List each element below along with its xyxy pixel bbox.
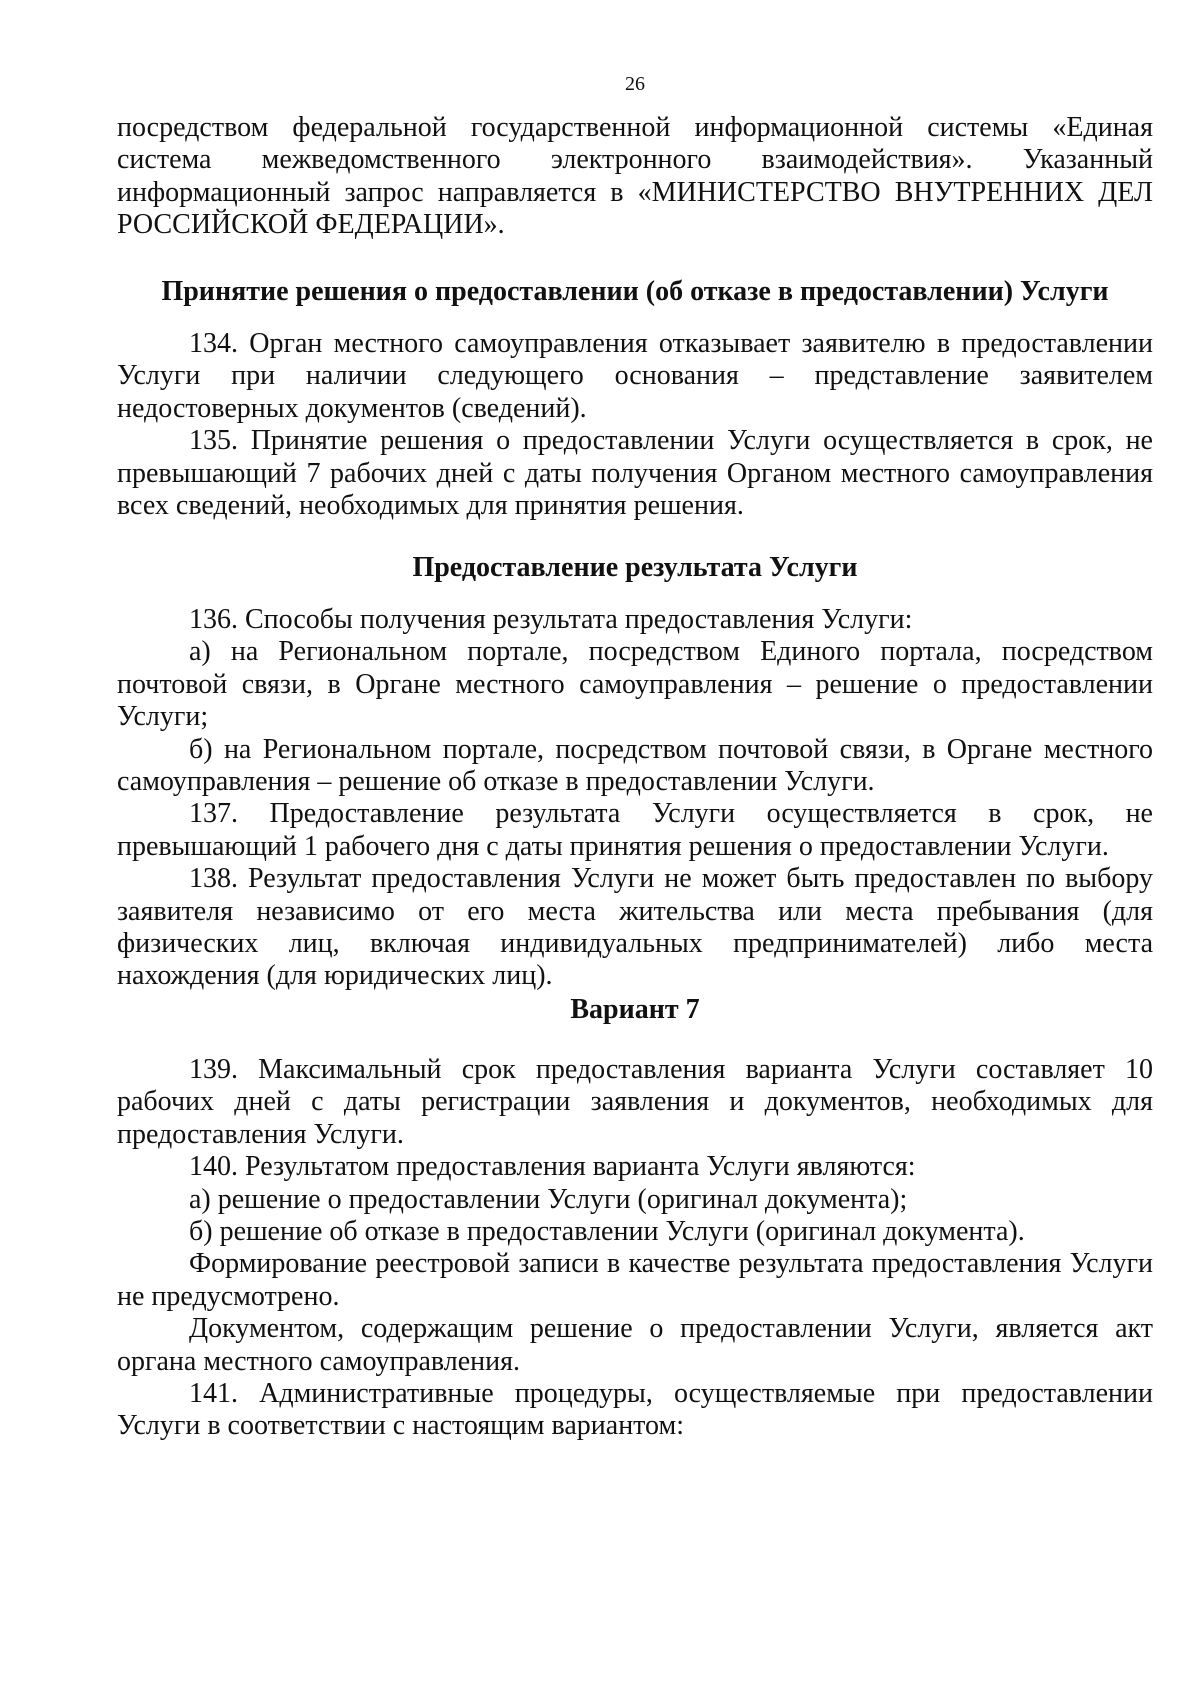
paragraph-139: 139. Максимальный срок предоставления варианта Услуги составляет 10 рабочих дней с даты регистрации заявления и документов, необходимых для предоставления Услуги. xyxy=(117,1054,1153,1150)
paragraph-140-b: б) решение об отказе в предоставлении Услуги (оригинал документа). xyxy=(189,1216,1025,1248)
section-heading-variant-7: Вариант 7 xyxy=(570,994,700,1025)
paragraph-137: 137. Предоставление результата Услуги осуществляется в срок, не превышающий 1 рабочего дня с даты принятия решения о предоставлении Услуги. xyxy=(117,798,1153,862)
text-block-result xyxy=(117,604,1153,993)
paragraph-138: 138. Результат предоставления Услуги не может быть предоставлен по выбору заявителя независимо от его места жительства или места пребывания (для физических лиц, включая индивидуальных предпринимателей) либо места нахождения (для юридических лиц). xyxy=(117,863,1153,992)
paragraph-136-a: а) на Региональном портале, посредством Единого портала, посредством почтовой связи, в Органе местного самоуправления – решение о предоставлении Услуги; xyxy=(117,636,1153,733)
paragraph-140-d: Документом, содержащим решение о предоставлении Услуги, является акт органа местного самоуправления. xyxy=(117,1313,1153,1377)
section-heading-wrap-1 xyxy=(117,276,1153,308)
paragraph-134: 134. Орган местного самоуправления отказывает заявителю в предоставлении Услуги при наличии следующего основания – представление заявителем недостоверных документов (сведений). xyxy=(117,328,1153,424)
section-heading-wrap-3 xyxy=(117,994,1153,1026)
page-number: 26 xyxy=(625,73,645,95)
paragraph-continuation: посредством федеральной государственной информационной системы «Единая система межведомственного электронного взаимодействия». Указанный информационный запрос направляется в «МИНИСТЕРСТВО ВНУТРЕННИХ ДЕЛ РОССИЙСКОЙ ФЕДЕРАЦИИ». xyxy=(117,112,1153,241)
paragraph-136-b: б) на Региональном портале, посредством почтовой связи, в Органе местного самоуправления – решение об отказе в предоставлении Услуги. xyxy=(117,733,1153,798)
paragraph-135: 135. Принятие решения о предоставлении Услуги осуществляется в срок, не превышающий 7 рабочих дней с даты получения Органом местного самоуправления всех сведений, необходимых для принятия решения. xyxy=(117,425,1153,522)
paragraph-140-a: а) решение о предоставлении Услуги (оригинал документа); xyxy=(189,1183,908,1215)
paragraph-141: 141. Административные процедуры, осуществляемые при предоставлении Услуги в соответствии с настоящим вариантом: xyxy=(117,1378,1153,1442)
text-block-variant-7 xyxy=(117,1054,1153,1443)
section-heading-decision: Принятие решения о предоставлении (об отказе в предоставлении) Услуги xyxy=(161,276,1109,307)
section-heading-wrap-2 xyxy=(117,552,1153,584)
text-block-decision xyxy=(117,328,1153,522)
paragraph-136: 136. Способы получения результата предоставления Услуги: xyxy=(189,604,913,635)
text-block-top xyxy=(117,112,1153,242)
section-heading-result: Предоставление результата Услуги xyxy=(412,552,858,583)
paragraph-140: 140. Результатом предоставления варианта Услуги являются: xyxy=(189,1151,916,1183)
paragraph-140-c: Формирование реестровой записи в качестве результата предоставления Услуги не предусмотрено. xyxy=(117,1248,1153,1312)
